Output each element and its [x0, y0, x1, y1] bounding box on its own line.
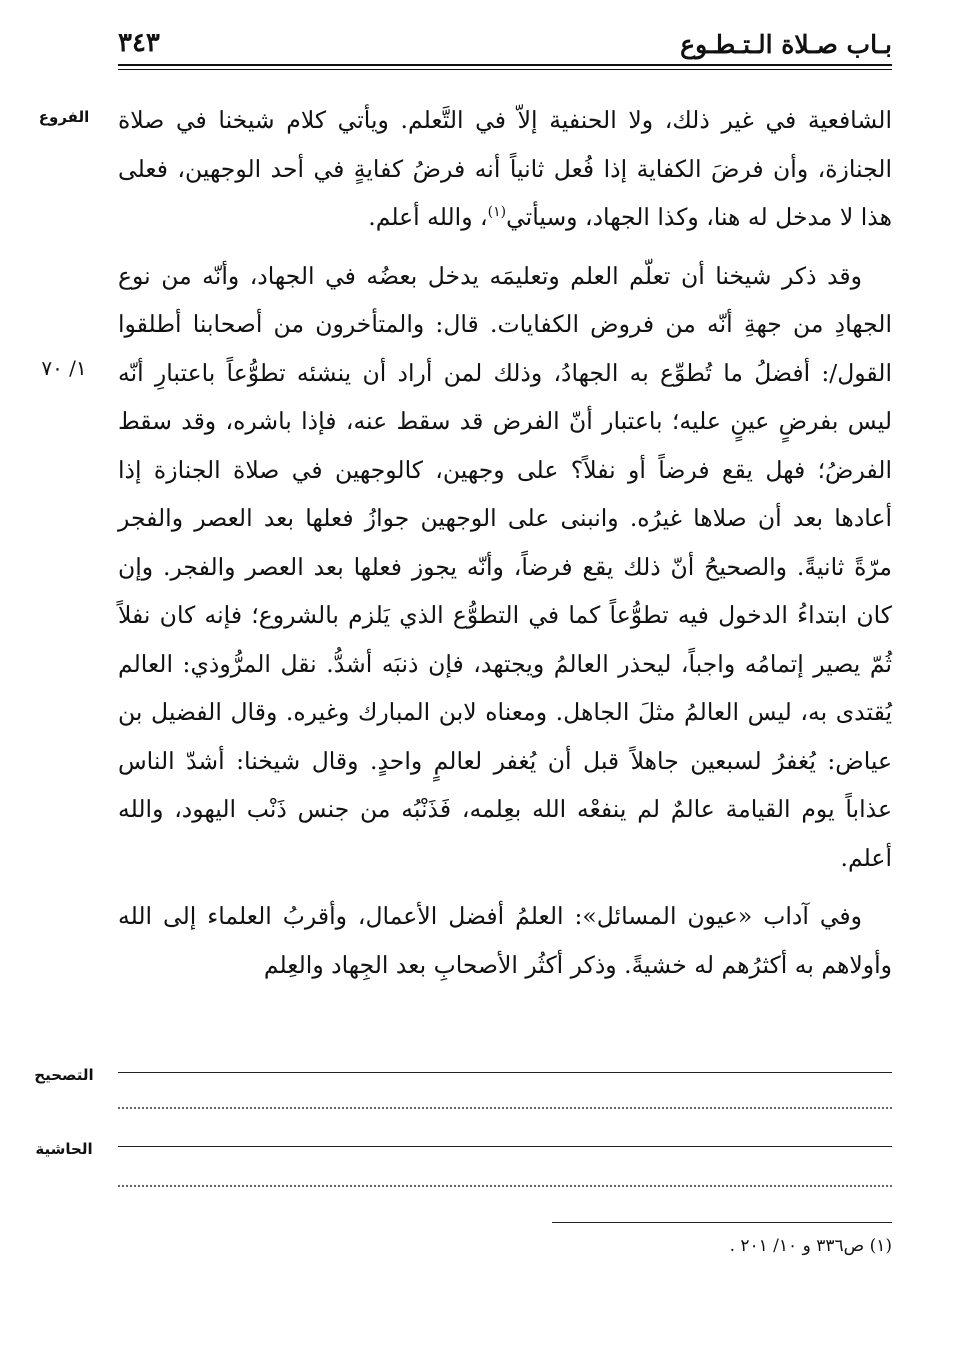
- correction-line: [118, 1072, 892, 1073]
- header-rule-thin: [118, 69, 892, 70]
- annotation-line: [118, 1146, 892, 1147]
- margin-label-hashiya: الحاشية: [35, 1140, 93, 1158]
- page-number: ٣٤٣: [118, 28, 160, 58]
- footnote-separator: [552, 1222, 892, 1223]
- margin-note-folio: ١/ ٧٠: [41, 356, 87, 380]
- footnote-reference: (١): [487, 204, 507, 221]
- paragraph-1: [118, 96, 892, 242]
- paragraph-2: وقد ذكر شيخنا أن تعلّم العلم وتعليمَه يدخل بعضُه في الجهاد، وأنّه من نوع الجهادِ من جهةِ أنّه من فروض الكفايات. قال: والمتأخرون من أصحابنا أطلقوا القول/: أفضلُ ما تُطوِّع به الجهادُ، وذلك لمن أراد أن ينشئه تطوُّعاً باعتبارِ أنّه ليس بفرضٍ عينٍ عليه؛ باعتبار أنّ الفرض قد سقط عنه، فإذا باشره، وقد سقط الفرضُ؛ فهل يقع فرضاً أو نفلاً؟ على وجهين، كالوجهين في صلاة الجنازة إذا أعادها بعد أن صلاها غيرُه. وانبنى على الوجهين جوازُ فعلها بعد العصر والفجر مرّةً ثانيةً. والصحيحُ أنّ ذلك يقع فرضاً، وأنّه يجوز فعلها بعد العصر والفجر. وإن كان ابتداءُ الدخول فيه تطوُّعاً كما في التطوُّع الذي يَلزم بالشروع؛ فإنه كان نفلاً ثُمّ يصير إتمامُه واجباً، ليحذر العالمُ ويجتهد، فإن ذنبَه أشدُّ. نقل المرُّوذي: العالم يُقتدى به، ليس العالمُ مثلَ الجاهل. ومعناه لابن المبارك وغيره. وقال الفضيل بن عياض: يُغفرُ لسبعين جاهلاً قبل أن يُغفر لعالمٍ واحدٍ. وقال شيخنا: أشدّ الناس عذاباً يوم القيامة عالمٌ لم ينفعْه الله بعِلمه، فَذَنْبُه من جنس ذَنْب اليهود، والله أعلم.: [118, 261, 892, 872]
- margin-label-tashih: التصحيح: [34, 1066, 94, 1084]
- paragraph-3: وفي آداب «عيون المسائل»: العلمُ أفضل الأعمال، وأقربُ العلماء إلى الله وأولاهم به أكثرُهم له خشيةً. وذكر أكثُر الأصحابِ بعد الجِهاد والعِلم: [118, 902, 892, 979]
- header-rule: [118, 64, 892, 66]
- running-header: [118, 26, 892, 66]
- main-text: [118, 96, 892, 989]
- chapter-title: بـاب صـلاة الـتـطـوع: [680, 30, 892, 59]
- annotation-dotted-line: [118, 1185, 892, 1187]
- margin-note-furu: الفروع: [38, 108, 90, 126]
- correction-dotted-line: [118, 1107, 892, 1109]
- footnote: (١) ص٣٣٦ و ١٠/ ٢٠١ .: [729, 1236, 892, 1256]
- paragraph-1-text: الشافعية في غير ذلك، ولا الحنفية إلاّ في التَّعلم. ويأتي كلام شيخنا في صلاة الجنازة، وأن فرضَ الكفاية إذا فُعل ثانياً أنه فرضُ كفايةٍ في أحد الوجهين، فعلى هذا لا مدخل له هنا، وكذا الجهاد، وسيأتي: [118, 106, 892, 231]
- paragraph-1-end: ، والله أعلم.: [368, 203, 488, 231]
